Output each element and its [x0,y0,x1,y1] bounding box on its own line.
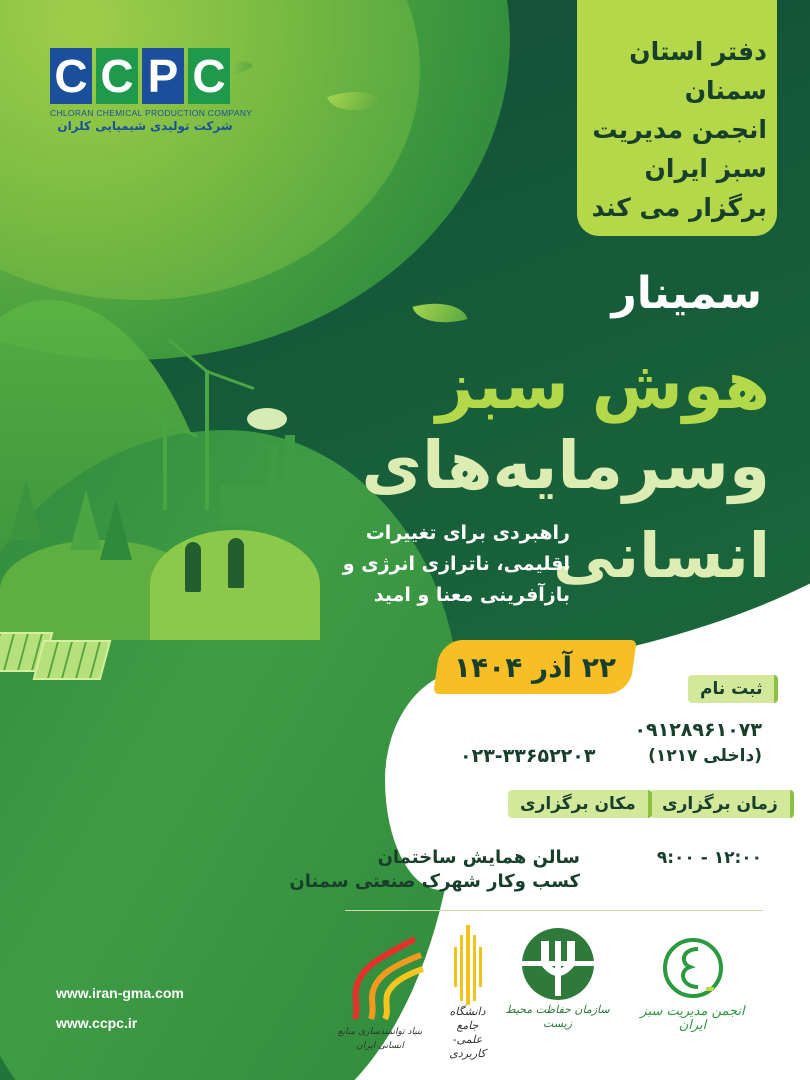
solar-panel-icon [33,640,112,680]
worker-icon [228,538,244,588]
partner-name: علمی-کاربردی [449,1033,486,1060]
partner-name: انجمن مدیریت سبز ایران [640,1004,745,1033]
website-links [56,978,184,1038]
organizer-line: سبز ایران [644,154,767,183]
date-badge [433,640,637,694]
organizer-line: سمنان [684,76,767,105]
wind-turbine-icon [163,420,167,510]
partner-logo-gma [625,935,760,1033]
partner-name: سازمان حفاظت محیط زیست [505,1003,610,1030]
registration-label: ثبت نام [688,675,778,703]
title-green-intelligence: هوش سبز [435,347,770,424]
logo-english-name: CHLORAN CHEMICAL PRODUCTION COMPANY [50,108,253,118]
venue-line: کسب وکار شهرک صنعتی سمنان [289,871,580,892]
divider [345,910,763,911]
logo-persian-name: شرکت تولیدی شیمیایی کلران [57,119,233,133]
time-label: زمان برگزاری [650,790,794,818]
time-value: ۹:۰۰ - ۱۲:۰۰ [656,848,762,868]
logo-letter: C [96,48,138,104]
ccpc-logo [50,48,253,133]
subtitle-line: راهبردی برای تغییرات [365,522,570,544]
venue-line: سالن همایش ساختمان [377,847,580,868]
turbine-blade [164,420,197,438]
eco-scene-illustration [0,390,310,640]
chimney [285,435,295,490]
gma-emblem-icon [660,935,726,1005]
website-link[interactable]: www.ccpc.ir [56,1015,138,1031]
tree-icon [100,500,132,560]
subtitle-line: بازآفرینی معنا و امید [373,584,570,606]
organizer-line: انجمن مدیریت [592,115,767,144]
website-link[interactable]: www.iran-gma.com [56,985,184,1001]
subtitle-line: اقلیمی، ناترازی انرژی و [342,553,570,575]
partner-logo-university [440,925,495,1061]
title-capital: وسرمایه‌های [361,427,770,504]
turbine-blade [134,403,166,423]
smoke-cloud [247,408,287,430]
hr-foundation-emblem-icon [335,935,425,1025]
university-emblem-icon [451,925,485,1005]
partner-logo-doe [505,925,610,1031]
factory-icon [220,485,295,525]
registration-extension: (داخلی ۱۲۱۷) [648,746,762,766]
tree-icon [10,480,42,540]
logo-letter: P [142,48,184,104]
organizer-line: برگزار می کند [591,193,767,222]
tree-icon [70,490,102,550]
partner-name: دانشگاه جامع [449,1005,486,1032]
registration-mobile: ۰۹۱۲۸۹۶۱۰۷۳ [634,719,762,741]
logo-letter: C [188,48,230,104]
partner-name: بنیاد توانمندسازی منابع انسانی ایران [337,1027,423,1051]
seminar-heading: سمینار [611,268,762,319]
organizer-line: دفتر استان [629,37,767,66]
logo-letters [50,48,240,104]
venue-label: مکان برگزاری [508,790,652,818]
logo-letter: C [50,48,92,104]
organizer-box [577,0,777,236]
worker-icon [185,542,201,592]
environment-org-emblem-icon [519,925,597,1003]
registration-phone: ۰۲۳-۳۳۶۵۲۲۰۳ [460,745,596,767]
chimney [268,445,278,490]
subtitle [343,518,570,611]
wind-turbine-icon [205,370,209,510]
date-text: ۲۲ آذر ۱۴۰۴ [453,650,617,684]
partner-logo-hr-foundation [325,935,435,1053]
title-human: انسانی [553,519,770,592]
